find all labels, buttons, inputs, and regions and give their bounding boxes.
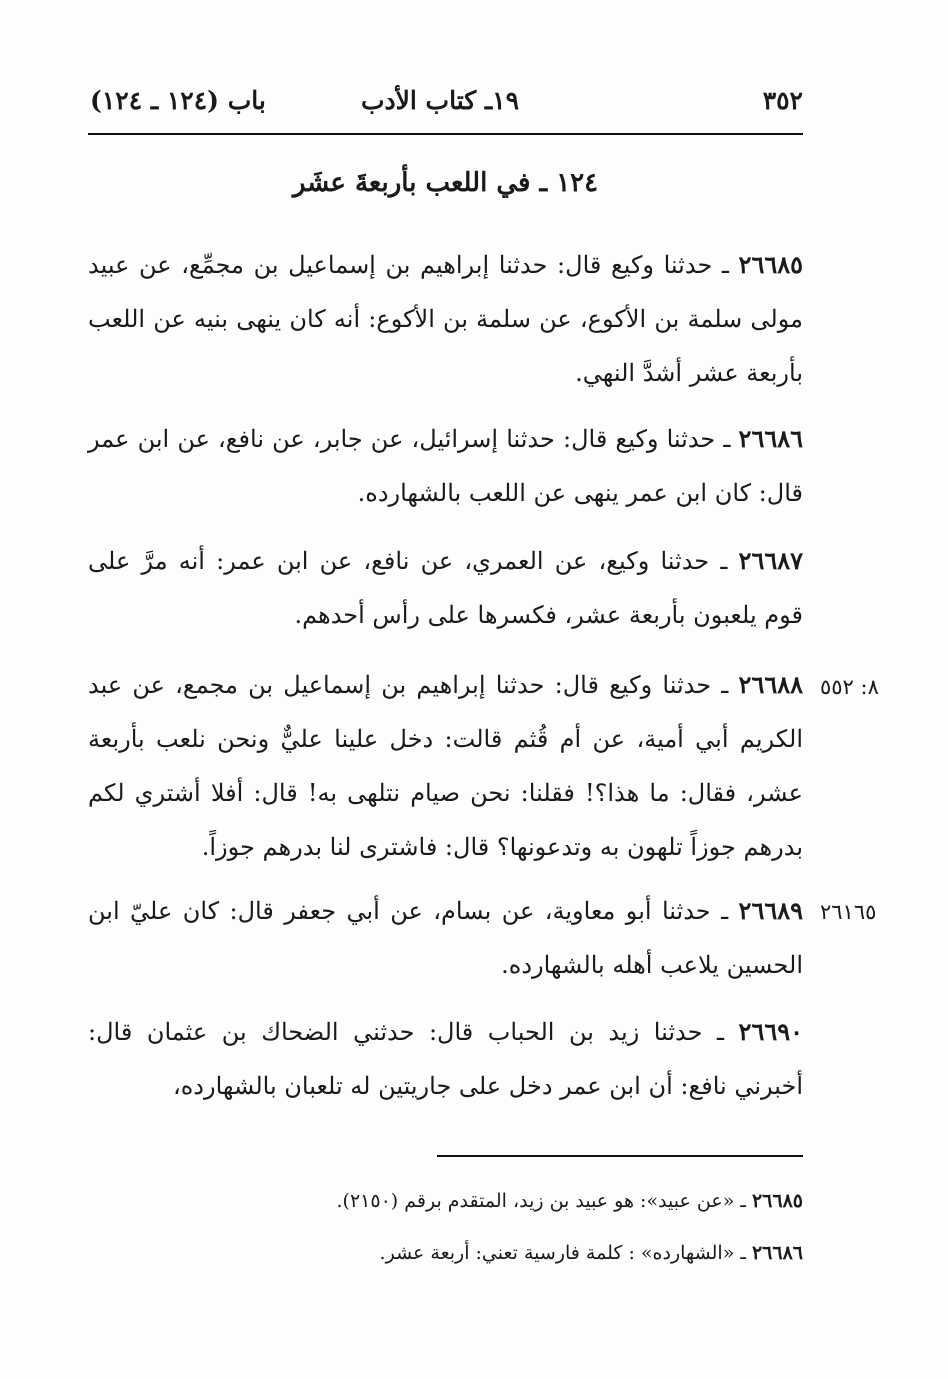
hadith-number: ٢٦٦٨٨ — [738, 670, 803, 699]
chapter-range: باب (١٢٤ ـ ١٢٤) — [90, 86, 266, 115]
hadith-text: ـ حدثنا زيد بن الحباب قال: حدثني الضحاك بن عثمان قال: أخبرني نافع: أن ابن عمر دخل على جاريتين له تلعبان بالشهارده، — [88, 1018, 803, 1100]
hadith-paragraph — [88, 1005, 803, 1113]
hadith-text: ـ حدثنا وكيع قال: حدثنا إبراهيم بن إسماعيل بن مجمع، عن عبد الكريم أبي أمية، عن أم قُثم قالت: دخل علينا عليٌّ ونحن نلعب بأربعة عشر، فقال: ما هذا؟! فقلنا: نحن صيام نتلهى به! قال: أفلا أشتري لكم بدرهم جوزاً تلهون به وتدعونها؟ قال: فاشترى لنا بدرهم جوزاً. — [88, 671, 803, 861]
hadith-paragraph — [88, 238, 803, 400]
hadith-text: ـ حدثنا أبو معاوية، عن بسام، عن أبي جعفر قال: كان عليّ ابن الحسين يلاعب أهله بالشهارده. — [88, 897, 803, 979]
chapter-title: ١٢٤ ـ في اللعب بأربعةَ عشَر — [292, 168, 599, 198]
header-rule — [88, 133, 803, 135]
margin-note: ٢٦١٦٥ — [820, 900, 877, 924]
hadith-text: ـ حدثنا وكيع، عن العمري، عن نافع، عن ابن عمر: أنه مرَّ على قوم يلعبون بأربعة عشر، فكسرها على رأس أحدهم. — [88, 547, 803, 629]
hadith-paragraph — [88, 412, 803, 520]
footnote-number: ٢٦٦٨٦ — [751, 1242, 803, 1264]
hadith-text: ـ حدثنا وكيع قال: حدثنا إبراهيم بن إسماعيل بن مجمِّع، عن عبيد مولى سلمة بن الأكوع، عن سلمة بن الأكوع: أنه كان ينهى بنيه عن اللعب بأربعة عشر أشدَّ النهي. — [88, 251, 803, 387]
footnote-rule — [437, 1155, 803, 1157]
hadith-paragraph — [88, 658, 803, 874]
footnote — [88, 1186, 803, 1216]
footnote — [88, 1238, 803, 1268]
footnote-text: ـ «عن عبيد»: هو عبيد بن زيد، المتقدم برقم (٢١٥٠). — [336, 1190, 752, 1212]
footnote-number: ٢٦٦٨٥ — [751, 1190, 803, 1212]
hadith-paragraph — [88, 534, 803, 642]
margin-note: ٨: ٥٥٢ — [820, 675, 879, 699]
hadith-number: ٢٦٦٨٥ — [738, 250, 803, 279]
hadith-number: ٢٦٦٩٠ — [738, 1017, 803, 1046]
hadith-number: ٢٦٦٨٧ — [738, 546, 803, 575]
footnote-text: ـ «الشهارده» : كلمة فارسية تعني: أربعة عشر. — [379, 1242, 752, 1264]
hadith-paragraph — [88, 884, 803, 992]
book-title: ١٩ـ كتاب الأدب — [360, 86, 520, 115]
hadith-text: ـ حدثنا وكيع قال: حدثنا إسرائيل، عن جابر، عن نافع، عن ابن عمر قال: كان ابن عمر ينهى عن اللعب بالشهارده. — [88, 425, 803, 507]
page-number: ٣٥٢ — [762, 86, 803, 115]
hadith-number: ٢٦٦٨٩ — [738, 896, 803, 925]
hadith-number: ٢٦٦٨٦ — [738, 424, 803, 453]
